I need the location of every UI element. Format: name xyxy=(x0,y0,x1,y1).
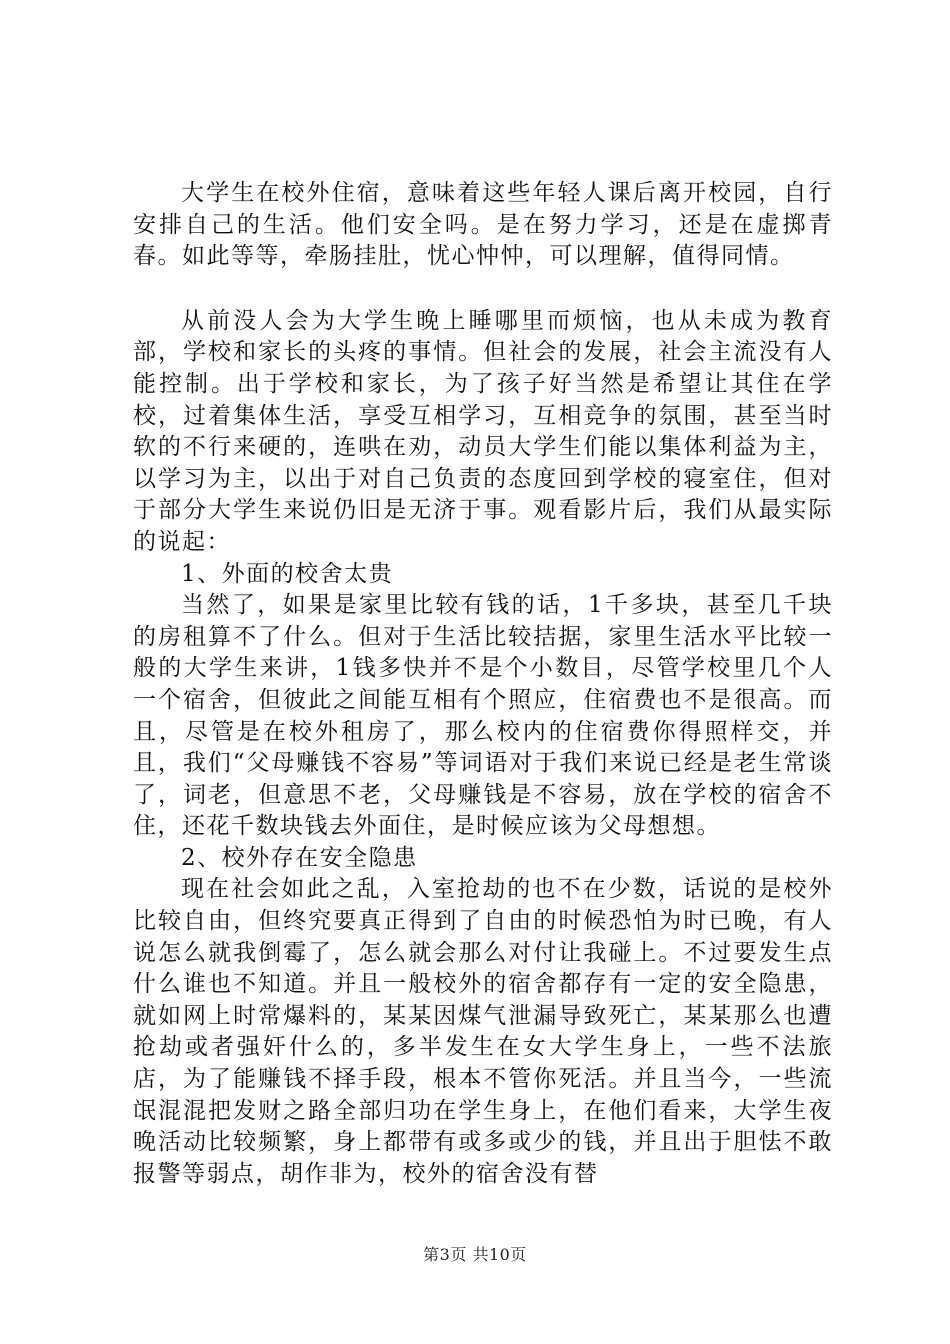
paragraph-intro: 大学生在校外住宿，意味着这些年轻人课后离开校园，自行安排自己的生活。他们安全吗。是在努力学习，还是在虚掷青春。如此等等，牵肠挂肚，忧心忡忡，可以理解，值得同情。 xyxy=(133,180,833,270)
section-heading-1: 1、外面的校舍太贵 xyxy=(181,560,394,587)
paragraph-gap xyxy=(133,273,833,306)
section-body-1: 当然了，如果是家里比较有钱的话，1千多块，甚至几千块的房租算不了什么。但对于生活比较拮据，家里生活水平比较一般的大学生来讲，1钱多快并不是个小数目，尽管学校里几个人一个宿舍，但彼此之间能互相有个照应，住宿费也不是很高。而且，尽管是在校外租房了，那么校内的住宿费你得照样交，并且，我们“父母赚钱不容易”等词语对于我们来说已经是老生常谈了，词老，但意思不老，父母赚钱是不容易，放在学校的宿舍不住，还花千数块钱去外面住，是时候应该为父母想想。 xyxy=(133,592,833,840)
section-body-2: 现在社会如此之乱，入室抢劫的也不在少数，话说的是校外比较自由，但终究要真正得到了自由的时候恐怕为时已晚，有人说怎么就我倒霉了，怎么就会那么对付让我碰上。不过要发生点什么谁也不知道。并且一般校外的宿舍都存有一定的安全隐患，就如网上时常爆料的，某某因煤气泄漏导致死亡，某某那么也遭抢劫或者强奸什么的，多半发生在女大学生身上，一些不法旅店，为了能赚钱不择手段，根本不管你死活。并且当今，一些流氓混混把发财之路全部归功在学生身上，在他们看来，大学生夜晚活动比较频繁，身上都带有或多或少的钱，并且出于胆怯不敢报警等弱点，胡作非为，校外的宿舍没有替 xyxy=(133,876,833,1187)
document-body xyxy=(133,178,833,1190)
section-heading-2: 2、校外存在安全隐患 xyxy=(181,844,418,871)
paragraph-background: 从前没人会为大学生晚上睡哪里而烦恼，也从未成为教育部，学校和家长的头疼的事情。但社会的发展，社会主流没有人能控制。出于学校和家长，为了孩子好当然是希望让其住在学校，过着集体生活，享受互相学习，互相竞争的氛围，甚至当时软的不行来硬的，连哄在劝，动员大学生们能以集体利益为主，以学习为主，以出于对自己负责的态度回到学校的寝室住，但对于部分大学生来说仍旧是无济于事。观看影片后，我们从最实际的说起： xyxy=(133,307,833,555)
page-footer: 第3页 共10页 xyxy=(423,1245,527,1264)
